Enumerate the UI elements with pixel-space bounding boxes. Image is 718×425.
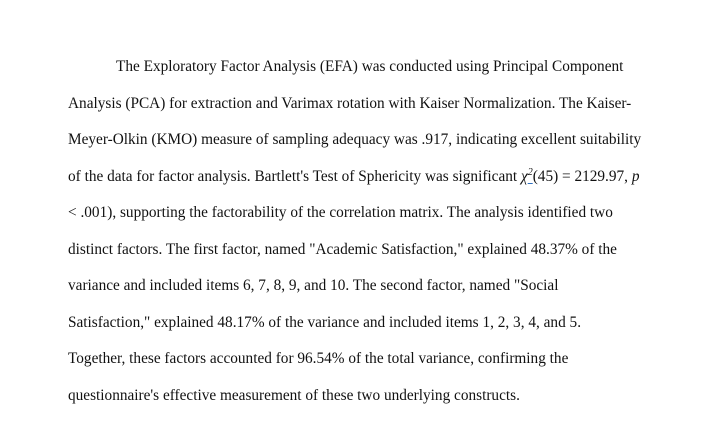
paragraph-line-8: Satisfaction," explained 48.17% of the variance and included items 1, 2, 3, 4, and 5.	[68, 314, 582, 331]
chi-square-symbol	[521, 168, 533, 185]
paragraph-line-2: Analysis (PCA) for extraction and Varimax rotation with Kaiser Normalization. The Kaiser-	[68, 95, 632, 112]
line-4-text: of the data for factor analysis. Bartlett's Test of Sphericity was significant	[68, 168, 521, 185]
paragraph-line-1: The Exploratory Factor Analysis (EFA) was conducted using Principal Component	[116, 58, 624, 75]
paragraph-line-9: Together, these factors accounted for 96.54% of the total variance, confirming the	[68, 350, 569, 367]
chi-letter: χ	[520, 168, 528, 185]
p-symbol: p	[631, 168, 640, 185]
paragraph-line-3: Meyer-Olkin (KMO) measure of sampling adequacy was .917, indicating excellent suitability	[68, 131, 642, 148]
chi-superscript: 2	[527, 166, 533, 178]
paragraph-line-4	[68, 167, 639, 187]
paragraph-line-5: < .001), supporting the factorability of the correlation matrix. The analysis identified two	[68, 204, 613, 221]
paragraph-line-7: variance and included items 6, 7, 8, 9, and 10. The second factor, named "Social	[68, 277, 559, 294]
paragraph-line-6: distinct factors. The first factor, named "Academic Satisfaction," explained 48.37% of the	[68, 241, 617, 258]
chi-square-statistic: (45) = 2129.97,	[532, 168, 632, 185]
paragraph-line-10: questionnaire's effective measurement of these two underlying constructs.	[68, 387, 520, 404]
